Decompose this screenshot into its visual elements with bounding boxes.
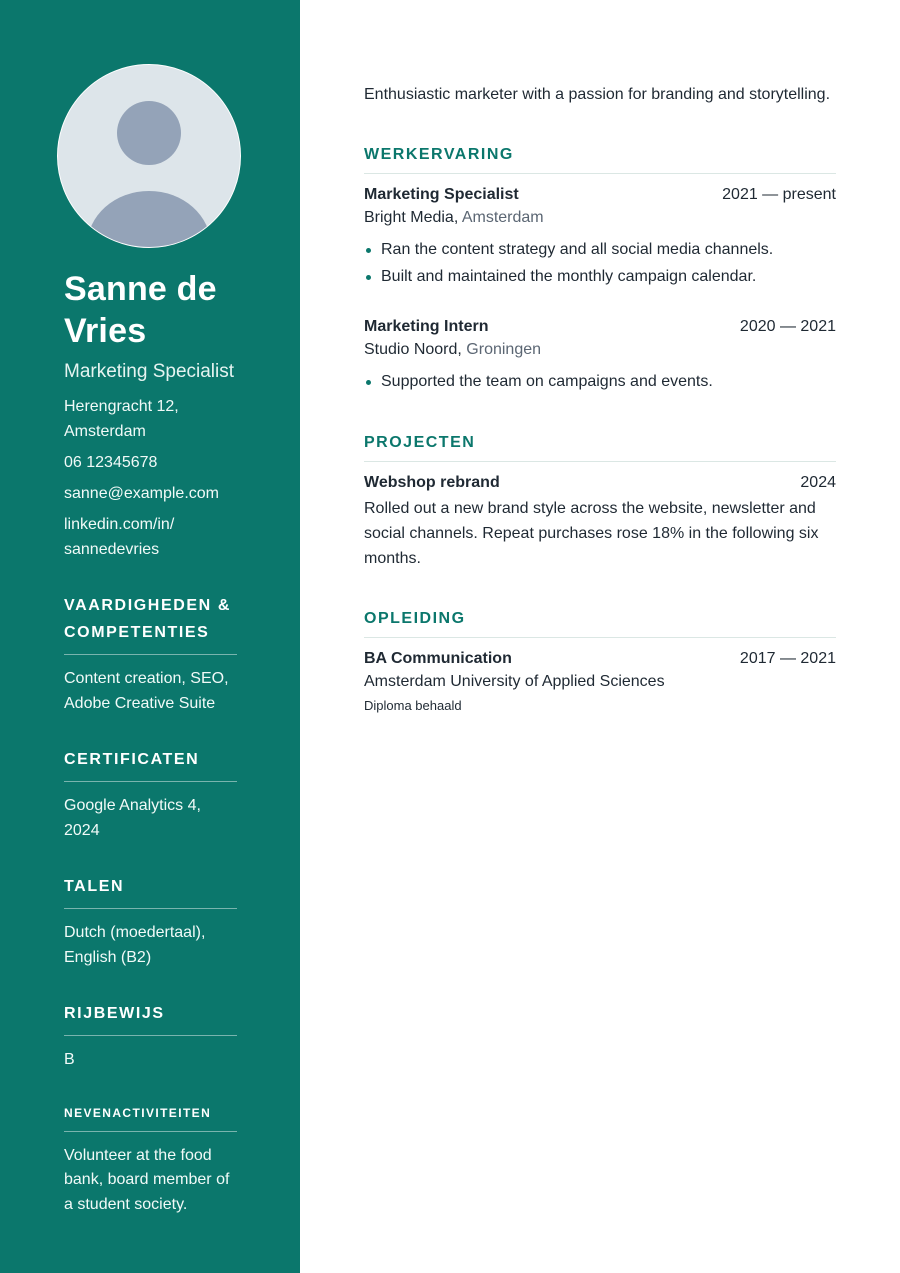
experience-company: Bright Media,	[364, 209, 459, 226]
skills-heading: VAARDIGHEDEN & COMPETENTIES	[64, 592, 237, 655]
contact-info	[64, 394, 237, 562]
contact-linkedin: linkedin.com/in/ sannedevries	[64, 516, 175, 558]
activities-section	[64, 1103, 237, 1218]
education-entry	[364, 648, 836, 716]
experience-entry	[364, 184, 836, 290]
experience-date: 2020 — 2021	[739, 318, 836, 335]
education-note: Diploma behaald	[364, 698, 462, 713]
certificates-section	[64, 746, 237, 843]
experience-section	[364, 145, 836, 395]
projects-section	[364, 433, 836, 571]
languages-text: Dutch (moedertaal), English (B2)	[64, 924, 206, 966]
license-text: B	[64, 1051, 75, 1068]
project-date: 2024	[800, 474, 836, 491]
experience-employer	[364, 338, 836, 362]
experience-title: Marketing Specialist	[364, 186, 519, 203]
avatar-body	[87, 191, 211, 248]
activities-text: Volunteer at the food bank, board member of a student society.	[64, 1146, 230, 1213]
skills-section	[64, 592, 237, 716]
full-name: Sanne de Vries	[64, 270, 217, 350]
experience-location: Groningen	[466, 341, 542, 358]
list-item: Built and maintained the monthly campaign calendar.	[364, 263, 836, 290]
list-item: Supported the team on campaigns and events.	[364, 368, 836, 395]
experience-employer	[364, 206, 836, 230]
languages-heading: TALEN	[64, 873, 237, 909]
experience-heading: WERKERVARING	[364, 145, 836, 174]
experience-bullets	[364, 368, 836, 395]
activities-heading: NEVENACTIVITEITEN	[64, 1103, 237, 1132]
experience-entry	[364, 316, 836, 395]
certificates-heading: CERTIFICATEN	[64, 746, 237, 782]
license-section	[64, 1000, 237, 1073]
license-heading: RIJBEWIJS	[64, 1000, 237, 1036]
education-school: Amsterdam University of Applied Sciences	[364, 673, 665, 690]
experience-company: Studio Noord,	[364, 341, 462, 358]
experience-location: Amsterdam	[461, 209, 544, 226]
education-heading: OPLEIDING	[364, 609, 836, 638]
list-item: Ran the content strategy and all social media channels.	[364, 236, 836, 263]
projects-heading: PROJECTEN	[364, 433, 836, 462]
experience-bullets	[364, 236, 836, 290]
main-column	[300, 0, 900, 1273]
education-section	[364, 609, 836, 716]
avatar-head	[117, 101, 181, 165]
experience-date: 2021 — present	[722, 186, 836, 203]
sidebar	[0, 0, 300, 1273]
experience-title: Marketing Intern	[364, 318, 489, 335]
avatar-placeholder-icon	[57, 64, 241, 248]
project-entry	[364, 472, 836, 571]
profile-summary: Enthusiastic marketer with a passion for branding and storytelling.	[364, 86, 831, 103]
contact-email: sanne@example.com	[64, 485, 219, 502]
skills-text: Content creation, SEO, Adobe Creative Suite	[64, 670, 229, 712]
certificates-text: Google Analytics 4, 2024	[64, 797, 201, 839]
education-title: BA Communication	[364, 650, 512, 667]
education-date: 2017 — 2021	[739, 650, 836, 667]
contact-address: Herengracht 12, Amsterdam	[64, 398, 179, 440]
project-description: Rolled out a new brand style across the website, newsletter and social channels. Repeat purchases rose 18% in the following six months.	[364, 500, 819, 567]
project-title: Webshop rebrand	[364, 474, 500, 491]
languages-section	[64, 873, 237, 970]
job-title: Marketing Specialist	[64, 361, 235, 382]
contact-phone: 06 12345678	[64, 454, 158, 471]
